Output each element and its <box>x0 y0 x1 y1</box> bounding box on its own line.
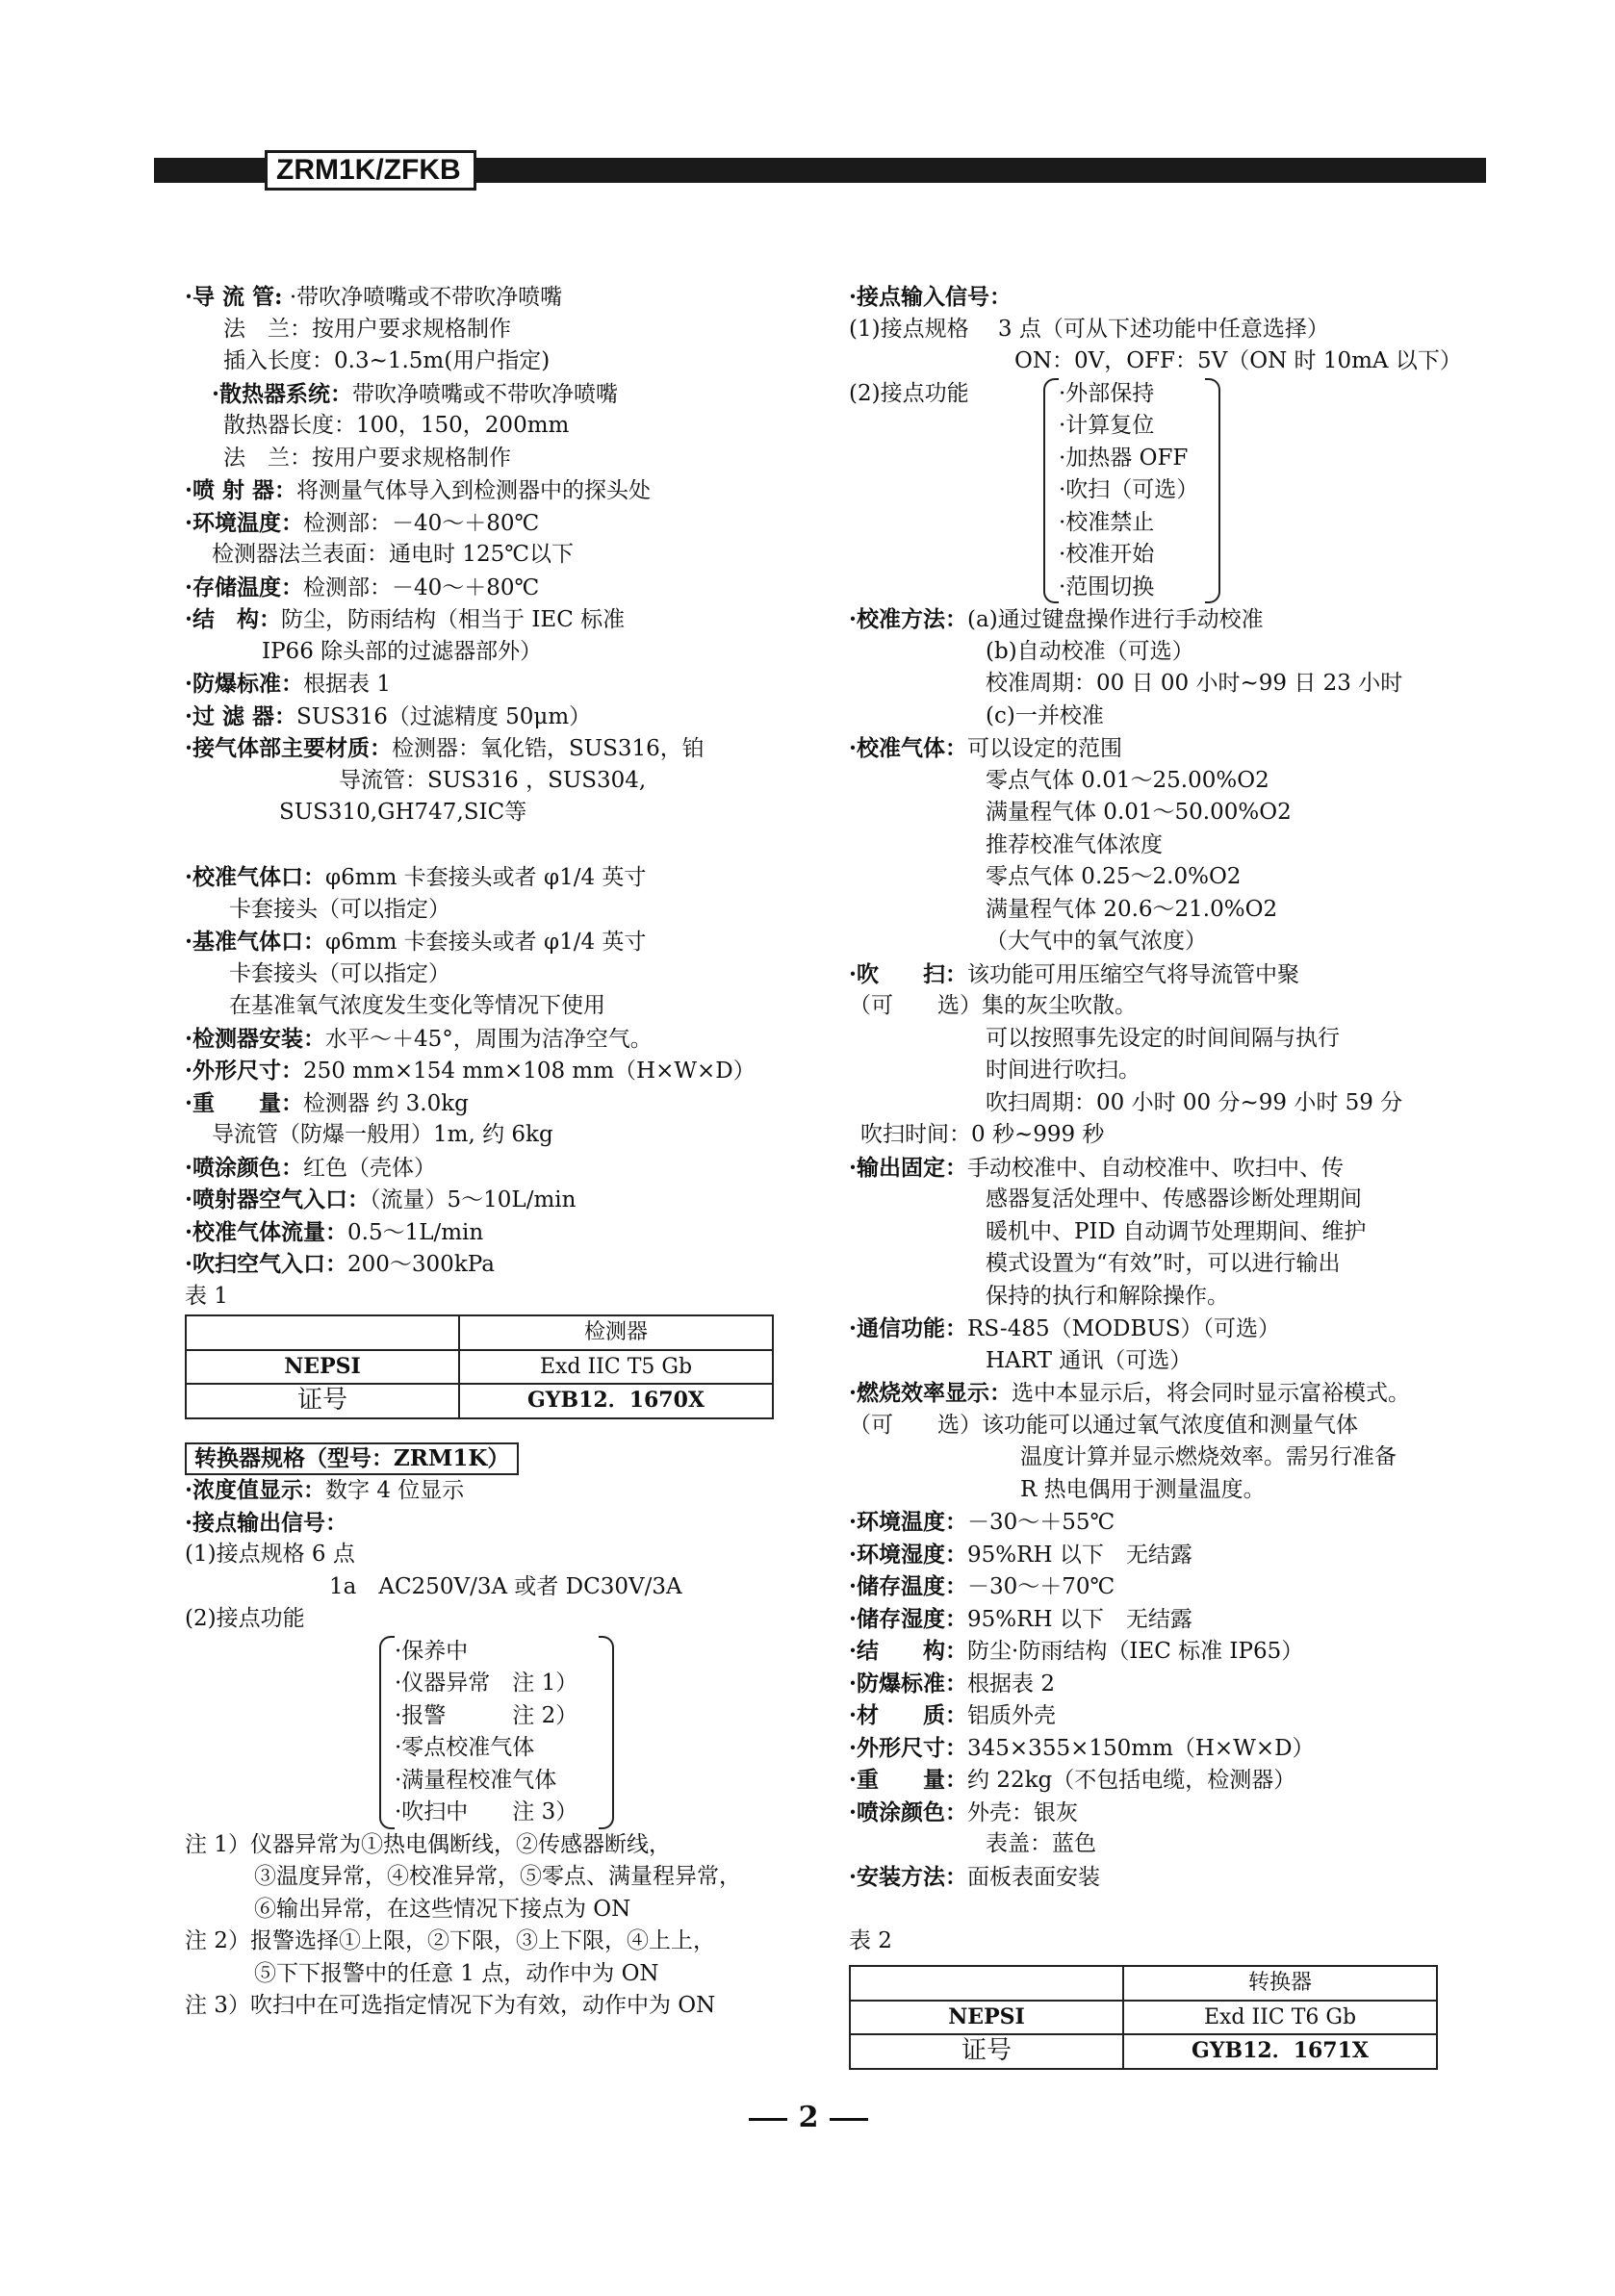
spec-line: 零点气体 0.01～25.00%O2 <box>986 767 1269 793</box>
spec-line: ·喷涂颜色：外壳：银灰 <box>849 1799 1079 1825</box>
spec-line: 法 兰：按用户要求规格制作 <box>223 316 511 342</box>
table-1 <box>185 1314 774 1419</box>
spec-line: ·零点校准气体 <box>395 1735 535 1760</box>
spec-line: 法 兰：按用户要求规格制作 <box>223 445 511 471</box>
contact-function-list <box>395 1636 606 1829</box>
spec-line: 注 3）吹扫中在可选指定情况下为有效，动作中为 ON <box>185 1993 716 2018</box>
spec-line: (b)自动校准（可选） <box>986 638 1194 664</box>
spec-line: 可以按照事先设定的时间间隔与执行 <box>986 1025 1340 1051</box>
spec-line: 散热器长度：100，150，200mm <box>223 413 570 438</box>
spec-line: ·校准开始 <box>1059 542 1155 567</box>
spec-line: 温度计算并显示燃烧效率。需另行准备 <box>1020 1444 1397 1469</box>
spec-line: 卡套接头（可以指定） <box>229 960 450 986</box>
spec-line: ·加热器 OFF <box>1059 445 1189 471</box>
spec-line: 检测器法兰表面：通电时 125℃以下 <box>212 542 574 567</box>
spec-line: ·输出固定：手动校准中、自动校准中、吹扫中、传 <box>849 1154 1345 1181</box>
table2-cell: 证号 <box>850 2034 1123 2069</box>
table1-cell: 证号 <box>186 1384 459 1418</box>
page-number: 2 <box>798 2101 819 2134</box>
spec-line: 1a AC250V/3A 或者 DC30V/3A <box>329 1573 682 1599</box>
spec-line: ·通信功能：RS-485（MODBUS）（可选） <box>849 1315 1280 1341</box>
spec-line: ·外部保持 <box>1059 380 1155 406</box>
spec-line: ·材 质：铝质外壳 <box>849 1702 1057 1728</box>
spec-line: 模式设置为“有效”时，可以进行输出 <box>986 1251 1341 1276</box>
spec-line <box>185 829 801 862</box>
spec-line: ·校准方法：(a)通过键盘操作进行手动校准 <box>849 606 1264 632</box>
spec-line: ·范围切换 <box>1059 574 1155 600</box>
spec-line: ·保养中 <box>395 1638 469 1664</box>
spec-line: 卡套接头（可以指定） <box>229 896 450 922</box>
converter-spec-title: 转换器规格（型号：ZRM1K） <box>185 1442 519 1475</box>
spec-line: ·导 流 管: ·带吹净喷嘴或不带吹净喷嘴 <box>185 284 563 310</box>
spec-line: ⑥输出异常，在这些情况下接点为 ON <box>254 1896 631 1922</box>
spec-line: ⑤下下报警中的任意 1 点，动作中为 ON <box>254 1960 659 1986</box>
spec-line: ·报警 注 2） <box>395 1702 578 1728</box>
spec-line: ·环境湿度：95%RH 以下 无结露 <box>849 1541 1192 1568</box>
spec-line: ·安装方法：面板表面安装 <box>849 1863 1101 1890</box>
spec-line: ·校准气体口：φ6mm 卡套接头或者 φ1/4 英寸 <box>185 864 647 890</box>
spec-line: 满量程气体 20.6～21.0%O2 <box>986 896 1278 922</box>
spec-line: ON：0V，OFF：5V（ON 时 10mA 以下） <box>1014 348 1462 373</box>
footer-dash <box>749 2118 787 2121</box>
right-spec-lines <box>849 603 1474 1957</box>
spec-line: ·满量程校准气体 <box>395 1767 557 1793</box>
table1-header: 检测器 <box>459 1315 773 1350</box>
spec-line: ·吹扫中 注 3） <box>395 1799 578 1824</box>
spec-line: 导流管（防爆一般用）1m, 约 6kg <box>212 1122 553 1147</box>
spec-line: ·存储温度：检测部：－40～＋80℃ <box>185 574 540 600</box>
spec-line: 吹扫时间：0 秒~999 秒 <box>860 1122 1105 1147</box>
spec-line: ·校准气体：可以设定的范围 <box>849 735 1123 761</box>
spec-line: ·环境温度：检测部：－40～＋80℃ <box>185 509 540 536</box>
spec-line <box>849 1893 1474 1926</box>
spec-line: ③温度异常，④校准异常，⑤零点、满量程异常， <box>254 1864 741 1889</box>
spec-line: ·防爆标准：根据表 2 <box>849 1670 1055 1696</box>
left-column <box>185 281 801 2023</box>
spec-line: （可 选）集的灰尘吹散。 <box>849 993 1137 1018</box>
spec-line: IP66 除头部的过滤器部外） <box>262 638 543 664</box>
spec-line: ·散热器系统：带吹净喷嘴或不带吹净喷嘴 <box>212 380 619 407</box>
spec-line: ·结 构：防尘·防雨结构（IEC 标准 IP65） <box>849 1638 1304 1664</box>
spec-line: 零点气体 0.25～2.0%O2 <box>986 864 1242 889</box>
spec-line: (2)接点功能 <box>185 1606 305 1631</box>
spec-line: 满量程气体 0.01～50.00%O2 <box>986 800 1292 825</box>
spec-line: 在基准氧气浓度发生变化等情况下使用 <box>229 993 605 1018</box>
table-2 <box>849 1965 1438 2070</box>
spec-line: ·接点输出信号： <box>185 1509 348 1536</box>
table2-cell: Exd IIC T6 Gb <box>1123 2001 1437 2035</box>
spec-line: 导流管：SUS316 ，SUS304, <box>339 767 647 793</box>
table2-cell: GYB12．1671X <box>1123 2034 1437 2069</box>
spec-line: ·吹 扫：该功能可用压缩空气将导流管中聚 <box>849 960 1300 987</box>
spec-line: （大气中的氧气浓度） <box>986 929 1207 954</box>
table2-cell: NEPSI <box>850 2001 1123 2035</box>
spec-line: ·储存湿度：95%RH 以下 无结露 <box>849 1605 1192 1632</box>
spec-line: ·燃烧效率显示：选中本显示后，将会同时显示富裕模式。 <box>849 1380 1411 1406</box>
spec-line: ·防爆标准：根据表 1 <box>185 671 391 697</box>
converter-spec-lines <box>185 1474 801 1636</box>
spec-line: ·校准气体流量：0.5～1L/min <box>185 1218 484 1245</box>
spec-line: SUS310,GH747,SIC等 <box>279 800 527 825</box>
table1-cell: NEPSI <box>186 1350 459 1385</box>
spec-line: ·环境温度：－30～＋55℃ <box>849 1509 1115 1535</box>
input-function-list <box>1059 378 1213 604</box>
spec-line: ·结 构：防尘，防雨结构（相当于 IEC 标准 <box>185 606 626 632</box>
spec-line: (1)接点规格 6 点 <box>185 1542 355 1567</box>
spec-line: 注 1）仪器异常为①热电偶断线，②传感器断线， <box>185 1831 671 1857</box>
right-column <box>849 281 1474 2070</box>
spec-line: 暖机中、PID 自动调节处理期间、维护 <box>986 1218 1367 1244</box>
table2-header: 转换器 <box>1123 1966 1437 2001</box>
spec-line: ·接点输入信号： <box>849 284 1013 310</box>
spec-line: ·浓度值显示：数字 4 位显示 <box>185 1477 465 1503</box>
spec-line: ·吹扫（可选） <box>1059 477 1199 502</box>
spec-line: ·重 量：约 22kg（不包括电缆，检测器） <box>849 1767 1296 1793</box>
spec-line: ·喷涂颜色：红色（壳体） <box>185 1154 437 1181</box>
spec-line: 注 2）报警选择①上限，②下限，③上下限，④上上， <box>185 1928 715 1953</box>
spec-line: ·校准禁止 <box>1059 509 1155 535</box>
spec-line: ·喷 射 器：将测量气体导入到检测器中的探头处 <box>185 477 652 503</box>
spec-line: ·外形尺寸：250 mm×154 mm×108 mm（H×W×D） <box>185 1058 756 1084</box>
spec-line: ·基准气体口：φ6mm 卡套接头或者 φ1/4 英寸 <box>185 929 647 955</box>
spec-line: 表 1 <box>185 1283 228 1309</box>
spec-line: ·仪器异常 注 1） <box>395 1671 578 1696</box>
spec-line: (2)接点功能 <box>849 380 969 406</box>
spec-line: HART 通讯（可选） <box>986 1347 1192 1373</box>
spec-line: (1)接点规格 3 点（可从下述功能中任意选择） <box>849 316 1329 342</box>
spec-line: (c)一并校准 <box>986 702 1104 728</box>
spec-line: 推荐校准气体浓度 <box>986 831 1163 857</box>
spec-line: 表盖：蓝色 <box>986 1831 1096 1856</box>
table1-cell: GYB12．1670X <box>459 1384 773 1418</box>
table1-cell: Exd IIC T5 Gb <box>459 1350 773 1385</box>
spec-line: ·喷射器空气入口：（流量）5～10L/min <box>185 1186 577 1212</box>
spec-line: 保持的执行和解除操作。 <box>986 1283 1229 1309</box>
spec-line: ·重 量：检测器 约 3.0kg <box>185 1089 469 1116</box>
spec-line: 插入长度：0.3~1.5m(用户指定) <box>223 348 551 373</box>
left-spec-lines <box>185 281 801 1313</box>
page-number-footer <box>731 2101 885 2134</box>
header-model: ZRM1K/ZFKB <box>276 154 461 186</box>
spec-line: 时间进行吹扫。 <box>986 1058 1141 1083</box>
spec-line: ·吹扫空气入口：200～300kPa <box>185 1251 495 1277</box>
spec-line: ·接气体部主要材质：检测器：氧化锆，SUS316，铂 <box>185 735 705 761</box>
spec-line: ·检测器安装：水平～＋45°，周围为洁净空气。 <box>185 1025 653 1052</box>
notes <box>185 1829 801 2023</box>
spec-line: 表 2 <box>849 1927 892 1953</box>
spec-line: ·储存温度：－30～＋70℃ <box>849 1573 1115 1599</box>
spec-line: ·外形尺寸：345×355×150mm（H×W×D） <box>849 1734 1315 1761</box>
footer-dash <box>830 2118 868 2121</box>
spec-line: 吹扫周期：00 小时 00 分~99 小时 59 分 <box>986 1089 1403 1115</box>
spec-line: 校准周期：00 日 00 小时~99 日 23 小时 <box>986 671 1403 696</box>
spec-line: （可 选）该功能可以通过氧气浓度值和测量气体 <box>849 1412 1358 1438</box>
spec-line: ·过 滤 器：SUS316（过滤精度 50μm） <box>185 702 592 729</box>
spec-line: ·计算复位 <box>1059 413 1155 438</box>
spec-line: 感器复活处理中、传感器诊断处理期间 <box>986 1186 1362 1212</box>
spec-line: R 热电偶用于测量温度。 <box>1020 1476 1266 1502</box>
